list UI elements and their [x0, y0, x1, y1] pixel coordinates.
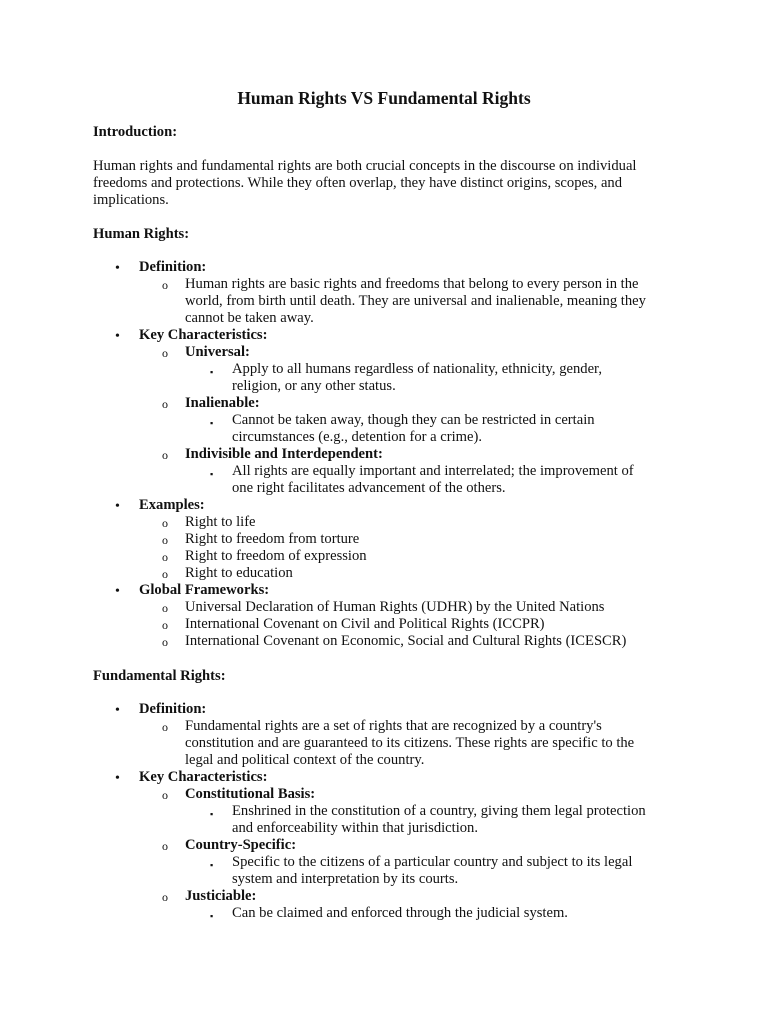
square-bullet-icon: ▪: [210, 911, 214, 921]
definition-text: cannot be taken away.: [185, 310, 314, 326]
definition-text: legal and political context of the country.: [185, 752, 425, 768]
bullet-icon: •: [115, 329, 120, 344]
characteristic-label: Inalienable:: [185, 395, 260, 411]
definition-text: world, from birth until death. They are universal and inalienable, meaning they: [185, 293, 646, 309]
characteristic-text: Enshrined in the constitution of a country, giving them legal protection: [232, 803, 646, 819]
paragraph-line: freedoms and protections. While they often overlap, they have distinct origins, scopes, and: [93, 175, 623, 191]
human-rights-heading: Human Rights:: [93, 226, 190, 242]
circle-bullet-icon: o: [162, 346, 168, 360]
characteristic-text: Cannot be taken away, though they can be restricted in certain: [232, 412, 595, 428]
bullet-icon: •: [115, 771, 120, 786]
characteristic-text: and enforceability within that jurisdiction.: [232, 820, 479, 836]
circle-bullet-icon: o: [162, 601, 168, 615]
bullet-icon: •: [115, 261, 120, 276]
square-bullet-icon: ▪: [210, 860, 214, 870]
example-item: Right to education: [185, 565, 293, 581]
characteristic-text: religion, or any other status.: [232, 378, 396, 394]
characteristic-text: circumstances (e.g., detention for a crime).: [232, 429, 483, 445]
square-bullet-icon: ▪: [210, 469, 214, 479]
example-item: Right to freedom of expression: [185, 548, 367, 564]
circle-bullet-icon: o: [162, 550, 168, 564]
characteristic-label: Indivisible and Interdependent:: [185, 446, 383, 462]
definition-label: Definition:: [139, 701, 207, 717]
characteristic-text: Can be claimed and enforced through the judicial system.: [232, 905, 568, 921]
characteristic-text: system and interpretation by its courts.: [232, 871, 459, 887]
framework-item: International Covenant on Civil and Political Rights (ICCPR): [185, 616, 545, 632]
circle-bullet-icon: o: [162, 448, 168, 462]
bullet-icon: •: [115, 584, 120, 599]
characteristic-text: All rights are equally important and interrelated; the improvement of: [232, 463, 634, 479]
bullet-icon: •: [115, 703, 120, 718]
circle-bullet-icon: o: [162, 567, 168, 581]
global-frameworks-label: Global Frameworks:: [139, 582, 270, 598]
characteristic-text: one right facilitates advancement of the others.: [232, 480, 506, 496]
circle-bullet-icon: o: [162, 788, 168, 802]
definition-text: Fundamental rights are a set of rights that are recognized by a country's: [185, 718, 602, 734]
circle-bullet-icon: o: [162, 516, 168, 530]
framework-item: Universal Declaration of Human Rights (UDHR) by the United Nations: [185, 599, 605, 615]
definition-label: Definition:: [139, 259, 207, 275]
circle-bullet-icon: o: [162, 533, 168, 547]
key-characteristics-label: Key Characteristics:: [139, 327, 268, 343]
bullet-icon: •: [115, 499, 120, 514]
circle-bullet-icon: o: [162, 635, 168, 649]
example-item: Right to freedom from torture: [185, 531, 360, 547]
circle-bullet-icon: o: [162, 839, 168, 853]
square-bullet-icon: ▪: [210, 809, 214, 819]
characteristic-label: Constitutional Basis:: [185, 786, 316, 802]
circle-bullet-icon: o: [162, 618, 168, 632]
square-bullet-icon: ▪: [210, 418, 214, 428]
characteristic-label: Justiciable:: [185, 888, 257, 904]
characteristic-label: Country-Specific:: [185, 837, 297, 853]
paragraph-line: Human rights and fundamental rights are both crucial concepts in the discourse on individual: [93, 158, 637, 174]
examples-label: Examples:: [139, 497, 205, 513]
definition-text: Human rights are basic rights and freedoms that belong to every person in the: [185, 276, 639, 292]
circle-bullet-icon: o: [162, 720, 168, 734]
characteristic-text: Apply to all humans regardless of nationality, ethnicity, gender,: [232, 361, 602, 377]
circle-bullet-icon: o: [162, 397, 168, 411]
introduction-heading: Introduction:: [93, 124, 178, 140]
framework-item: International Covenant on Economic, Social and Cultural Rights (ICESCR): [185, 633, 627, 649]
characteristic-text: Specific to the citizens of a particular country and subject to its legal: [232, 854, 633, 870]
definition-text: constitution and are guaranteed to its citizens. These rights are specific to the: [185, 735, 635, 751]
square-bullet-icon: ▪: [210, 367, 214, 377]
page-title: Human Rights VS Fundamental Rights: [237, 88, 531, 108]
circle-bullet-icon: o: [162, 278, 168, 292]
paragraph-line: implications.: [93, 192, 169, 208]
fundamental-rights-heading: Fundamental Rights:: [93, 668, 226, 684]
example-item: Right to life: [185, 514, 256, 530]
characteristic-label: Universal:: [185, 344, 250, 360]
key-characteristics-label: Key Characteristics:: [139, 769, 268, 785]
circle-bullet-icon: o: [162, 890, 168, 904]
